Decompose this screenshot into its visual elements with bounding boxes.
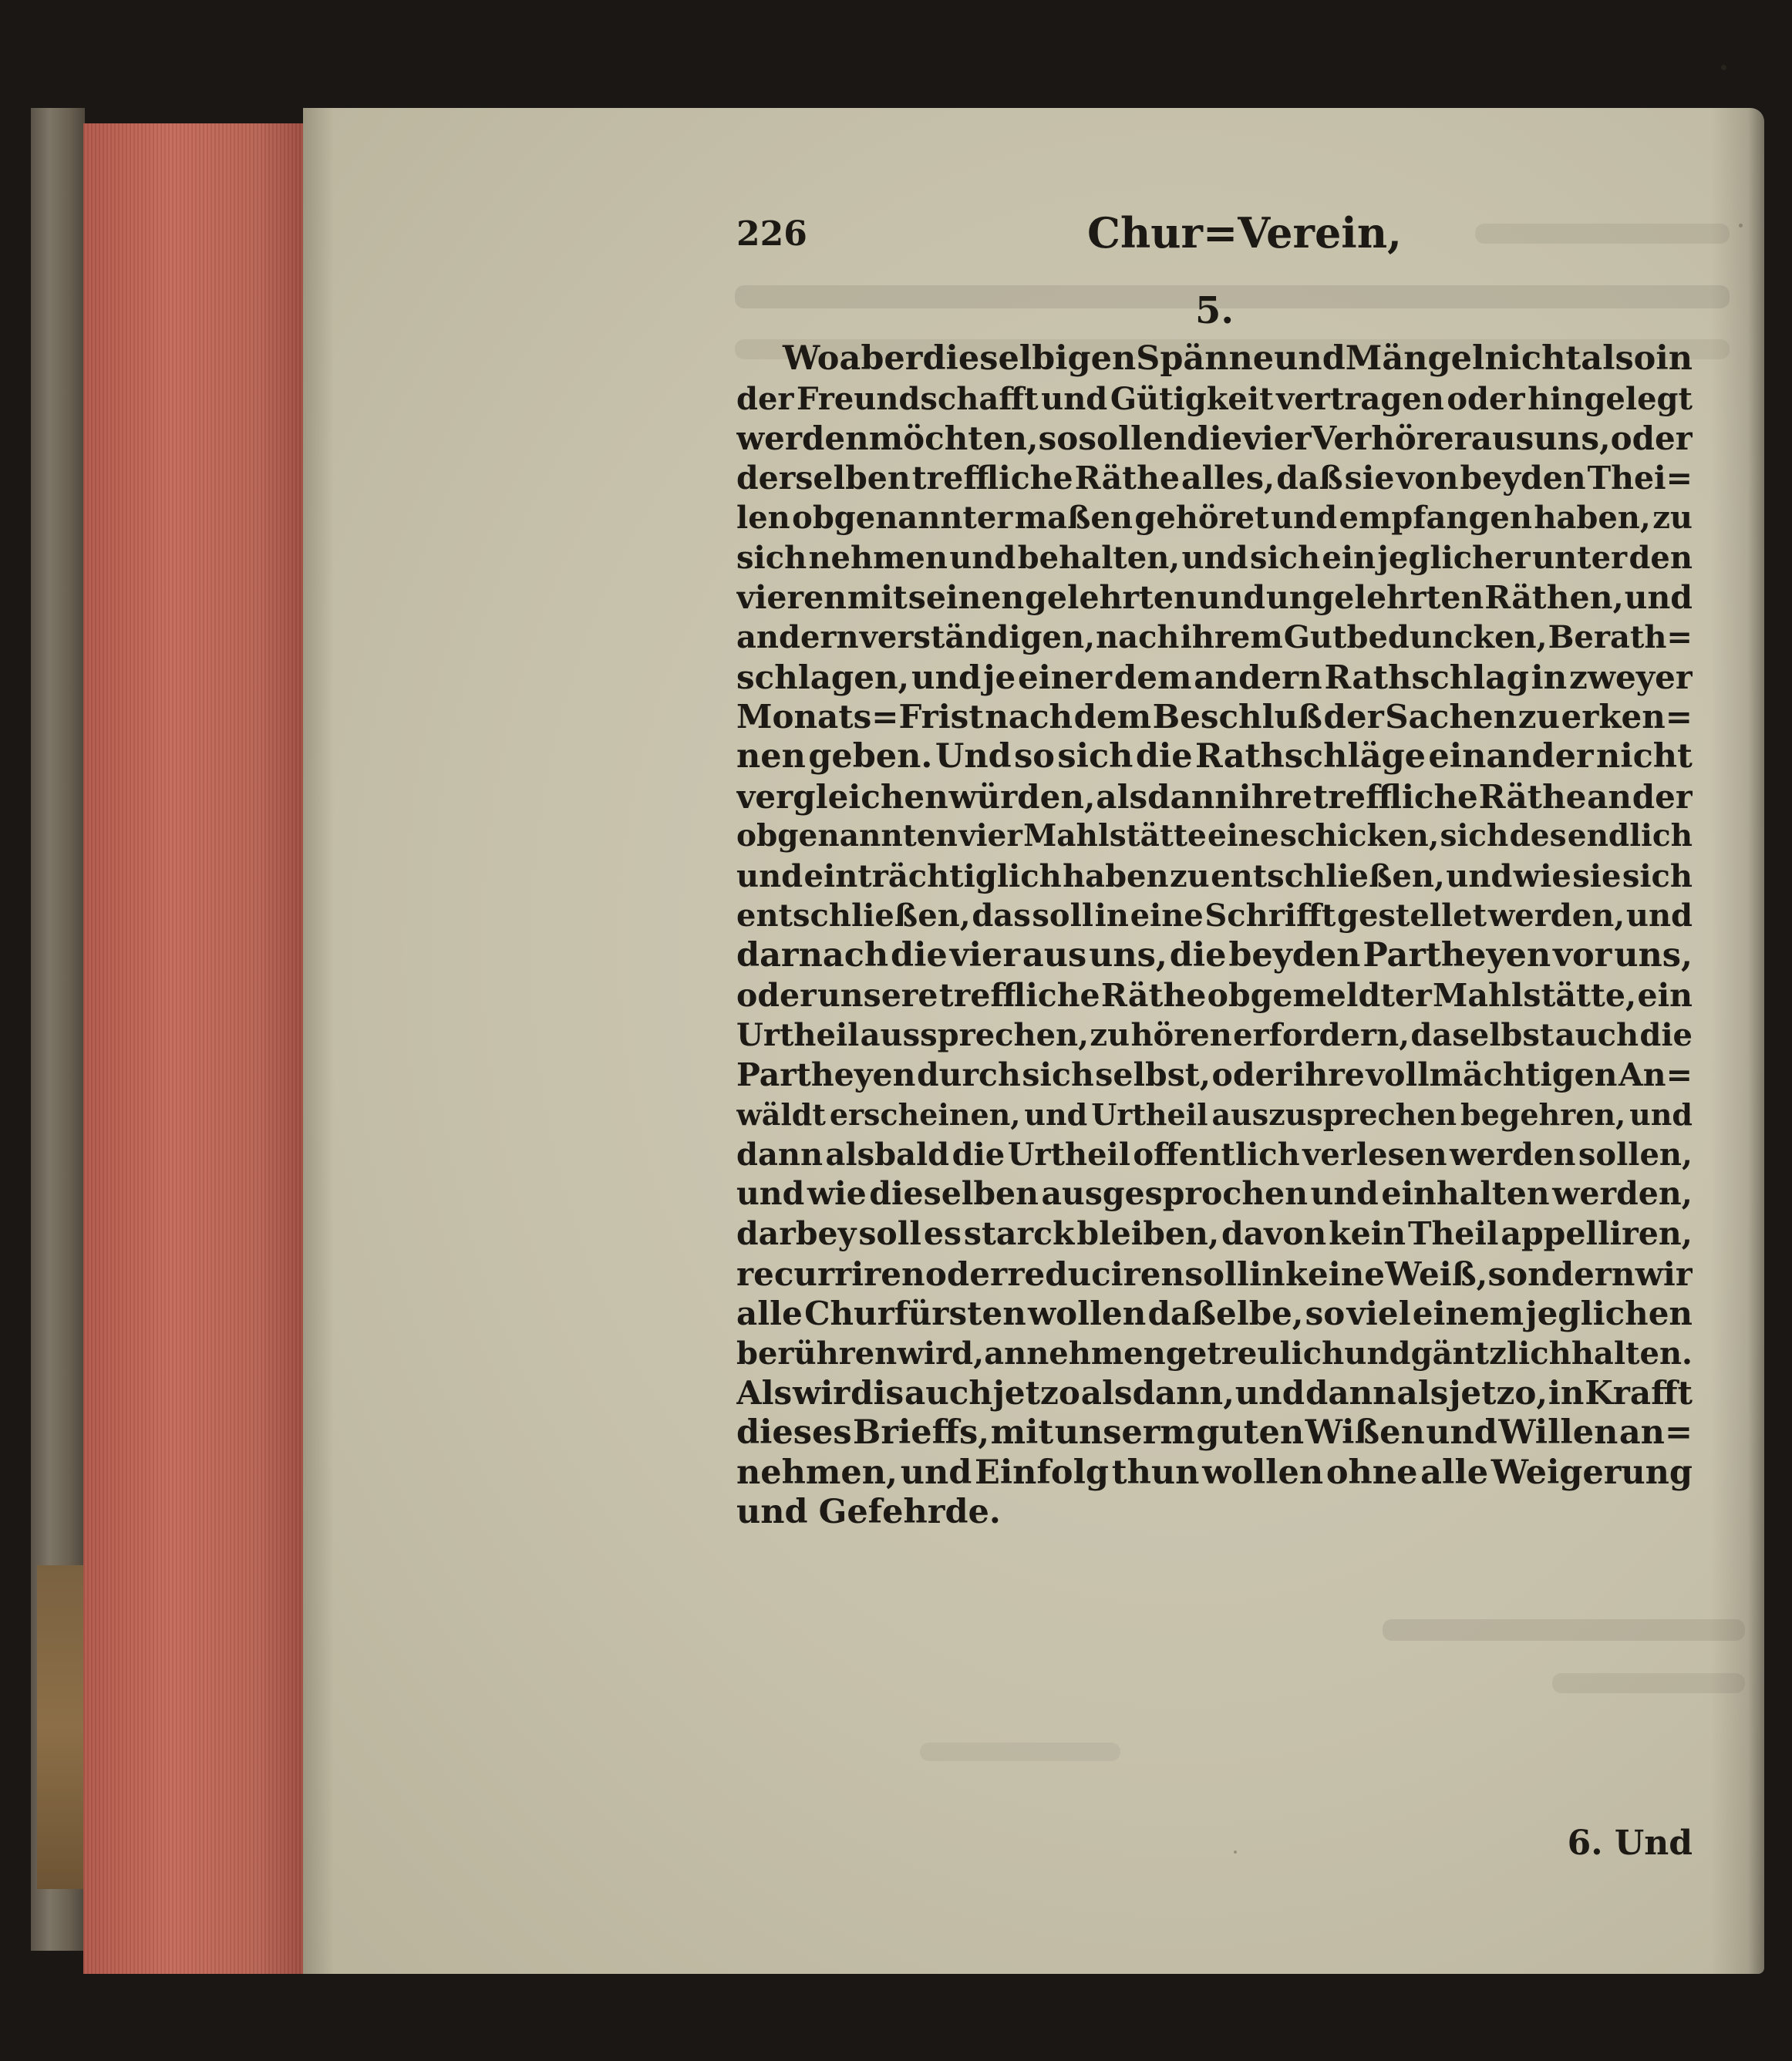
text-line	[736, 976, 1693, 1016]
text-line	[736, 857, 1693, 897]
word: hören	[1130, 1017, 1232, 1054]
word: offentlich	[1133, 1136, 1300, 1173]
word: also	[1581, 339, 1656, 378]
word: und	[1041, 380, 1108, 417]
word: Und	[935, 736, 1012, 776]
word: dem	[1073, 698, 1152, 736]
text-line	[736, 777, 1693, 817]
word: wie	[1513, 857, 1571, 894]
word: alsbald	[825, 1136, 950, 1173]
word: treffliche	[911, 459, 1073, 497]
word: gestellet	[1336, 897, 1487, 935]
word: beyden	[1460, 459, 1586, 497]
word: mit	[990, 1413, 1054, 1453]
word: treffliche	[938, 976, 1100, 1014]
text-line	[736, 896, 1693, 936]
word: Gefehrde.	[818, 1493, 1001, 1532]
word: Räthe	[1478, 777, 1587, 816]
word: sollen,	[1578, 1136, 1693, 1173]
word: keine	[1285, 1254, 1385, 1293]
word: vieren	[736, 578, 847, 616]
word: und	[1274, 339, 1346, 378]
word: vier	[1242, 419, 1312, 458]
word: so	[1014, 736, 1055, 776]
word: uns,	[1089, 935, 1167, 975]
word: und	[1446, 857, 1513, 894]
word: wir	[1635, 1254, 1693, 1293]
word: empfangen	[1339, 500, 1532, 537]
word: Wo	[783, 339, 840, 378]
word: uns,	[1614, 935, 1693, 975]
word: so	[1305, 1295, 1346, 1333]
word: nen	[736, 736, 806, 776]
word: zu	[1169, 857, 1210, 894]
word: und	[736, 857, 803, 894]
speck	[1234, 1851, 1237, 1854]
word: haben	[1063, 857, 1169, 894]
word: vor	[1553, 935, 1612, 975]
word: so	[1038, 419, 1079, 458]
text-line	[736, 1095, 1693, 1135]
word: wird,	[897, 1335, 985, 1372]
word: begehren,	[1460, 1097, 1626, 1133]
word: und	[736, 1175, 805, 1213]
word: alle	[736, 1295, 803, 1333]
word: maßen	[1014, 500, 1133, 537]
word: Churfürsten	[804, 1295, 1026, 1333]
word: geben.	[808, 736, 933, 776]
word: selbst,	[1095, 1056, 1211, 1093]
word: als	[1396, 1374, 1449, 1413]
word: unsere	[817, 976, 938, 1014]
word: zu	[1652, 500, 1693, 537]
word: nicht	[1484, 339, 1581, 378]
word: reduciren	[1007, 1254, 1185, 1293]
text-line	[736, 1413, 1693, 1453]
word: Spänne	[1136, 339, 1275, 378]
word: und	[1629, 1097, 1693, 1133]
text-line	[736, 737, 1693, 777]
word: und	[1426, 1413, 1497, 1453]
word: alsdann,	[1080, 1374, 1235, 1413]
word: sich	[736, 539, 807, 576]
word: der	[736, 380, 794, 417]
word: nehmen	[808, 539, 948, 576]
word: alles,	[1181, 459, 1275, 497]
word: vergleichen	[736, 777, 948, 816]
word: darnach	[736, 935, 889, 975]
word: entschließen,	[1211, 857, 1445, 894]
show-through-mark	[1383, 1619, 1745, 1641]
word: und	[1235, 1374, 1305, 1413]
word: nach	[1096, 619, 1180, 656]
word: jetzo,	[1449, 1374, 1548, 1413]
word: kein	[1329, 1215, 1406, 1253]
word: jeglicher	[1377, 539, 1531, 576]
word: ihre	[1238, 777, 1312, 816]
word: Theil	[1407, 1215, 1499, 1253]
word: in	[1531, 658, 1568, 696]
word: schicken,	[1279, 818, 1440, 854]
word: Partheyen	[736, 1056, 916, 1093]
catchword: 6. Und	[1567, 1824, 1693, 1863]
word: entschließen,	[736, 897, 971, 935]
word: wie	[807, 1175, 867, 1213]
word: wir	[793, 1374, 851, 1413]
word: oder	[1610, 419, 1693, 458]
word: Räthe	[1100, 976, 1207, 1014]
word: ihre	[1292, 1056, 1365, 1093]
word: eine	[1130, 897, 1204, 935]
word: und	[900, 1453, 972, 1492]
word: dis	[851, 1374, 904, 1413]
text-line	[736, 339, 1693, 379]
word: obgenannter	[792, 500, 1013, 537]
word: auch	[1555, 1017, 1639, 1054]
text-line	[736, 1493, 1693, 1533]
word: appelliren,	[1501, 1215, 1693, 1253]
word: ausgesprochen	[1041, 1175, 1309, 1213]
text-line	[736, 459, 1693, 499]
cover-leather-patch	[37, 1565, 83, 1889]
word: das	[972, 897, 1031, 935]
word: Einfolg	[975, 1453, 1109, 1492]
show-through-mark	[920, 1743, 1120, 1761]
word: dann	[1305, 1374, 1396, 1413]
word: nach	[985, 698, 1073, 736]
word: eine	[1207, 818, 1279, 854]
word: getreulich	[1165, 1335, 1345, 1372]
text-line	[736, 658, 1693, 698]
word: gelehrten	[1025, 578, 1197, 616]
word: und	[1270, 500, 1338, 537]
speck	[1721, 65, 1726, 70]
word: daß	[1276, 459, 1343, 497]
word: der	[1632, 777, 1693, 816]
text-line	[736, 419, 1693, 459]
text-line	[736, 578, 1693, 618]
word: soll	[858, 1215, 921, 1253]
word: Mängel	[1345, 339, 1485, 378]
word: sich	[1440, 818, 1509, 854]
word: obgenannten	[736, 818, 958, 854]
word: annehmen	[984, 1335, 1166, 1372]
speck	[1739, 224, 1743, 227]
word: Verhörer	[1311, 419, 1471, 458]
word: gehöret	[1134, 500, 1269, 537]
word: dieselbigen	[922, 339, 1137, 378]
word: die	[1639, 1017, 1693, 1054]
word: Räthen,	[1484, 578, 1624, 616]
word: Rathschlag	[1324, 658, 1529, 696]
word: unserm	[1054, 1413, 1195, 1453]
word: in	[1656, 339, 1693, 378]
word: und	[736, 1493, 808, 1532]
word: sie	[1344, 459, 1395, 497]
text-line	[736, 1214, 1693, 1254]
text-line	[736, 379, 1693, 419]
word: oder	[736, 976, 817, 1014]
word: alle	[1420, 1453, 1489, 1492]
text-line	[736, 538, 1693, 578]
word: nehmen,	[736, 1453, 898, 1492]
word: und	[1181, 539, 1248, 576]
word: aus	[1470, 419, 1534, 458]
text-line	[736, 1174, 1693, 1214]
word: erscheinen,	[829, 1097, 1021, 1133]
word: in	[1094, 897, 1129, 935]
word: sie	[1572, 857, 1622, 894]
word: werden,	[1552, 1175, 1693, 1213]
word: Monats=Frist	[736, 698, 984, 736]
word: und	[1344, 1335, 1411, 1372]
word: des	[1509, 818, 1567, 854]
word: einträchtiglich	[803, 857, 1062, 894]
word: viel	[1346, 1295, 1411, 1333]
word: Willen	[1498, 1413, 1619, 1453]
word: sondern	[1487, 1254, 1635, 1293]
word: und	[1624, 578, 1693, 616]
word: Urtheil	[1007, 1136, 1130, 1173]
page-number: 226	[736, 214, 807, 254]
word: durch	[916, 1056, 1021, 1093]
word: ein	[1322, 539, 1376, 576]
word: und	[1625, 897, 1693, 935]
word: Räthe	[1074, 459, 1180, 497]
word: thun	[1111, 1453, 1200, 1492]
word: erfordern,	[1233, 1017, 1410, 1054]
word: Schrifft	[1204, 897, 1336, 935]
text-line	[736, 1056, 1693, 1096]
word: ihrem	[1180, 619, 1283, 656]
word: alsdann	[1096, 777, 1238, 816]
word: sich	[1057, 736, 1133, 776]
word: aussprechen,	[860, 1017, 1090, 1054]
word: aber	[839, 339, 923, 378]
word: den	[1629, 539, 1693, 576]
speck	[1450, 948, 1453, 952]
word: unter	[1531, 539, 1628, 576]
word: bleiben,	[1076, 1215, 1220, 1253]
word: Thei=	[1587, 459, 1693, 497]
word: die	[1135, 736, 1193, 776]
word: und	[1197, 578, 1266, 616]
word: jetzo	[992, 1374, 1080, 1413]
word: es	[923, 1215, 962, 1253]
word: die	[1187, 419, 1243, 458]
word: Weiß,	[1385, 1254, 1488, 1293]
word: würden,	[948, 777, 1096, 816]
word: beyden	[1228, 935, 1361, 975]
word: werden	[736, 419, 869, 458]
word: einhalten	[1381, 1175, 1550, 1213]
word: recurriren	[736, 1254, 925, 1293]
word: mit	[847, 578, 908, 616]
word: jeglichen	[1525, 1295, 1693, 1333]
page-curl-shadow	[1710, 108, 1764, 1974]
word: einem	[1412, 1295, 1524, 1333]
word: sich	[1249, 539, 1321, 576]
word: in	[1249, 1254, 1285, 1293]
word: und	[949, 539, 1016, 576]
text-line	[736, 498, 1693, 538]
word: wollen	[1027, 1295, 1147, 1333]
word: sich	[1022, 1056, 1094, 1093]
word: werden,	[1487, 897, 1625, 935]
word: Krafft	[1585, 1374, 1693, 1413]
word: dem	[1113, 658, 1192, 696]
word: zu	[1517, 698, 1561, 736]
word: von	[1396, 459, 1459, 497]
word: andern	[736, 619, 859, 656]
word: guten	[1196, 1413, 1305, 1453]
word: vier	[958, 818, 1022, 854]
running-head: Chur=Verein,	[1087, 208, 1402, 258]
word: starck	[963, 1215, 1075, 1253]
text-line	[736, 936, 1693, 976]
word: Gütigkeit	[1110, 380, 1274, 417]
text-line	[736, 1453, 1693, 1494]
word: vier	[949, 935, 1021, 975]
word: vollmächtigen	[1366, 1056, 1618, 1093]
word: An=	[1618, 1056, 1693, 1093]
word: möchten,	[868, 419, 1039, 458]
word: einander	[1428, 736, 1594, 776]
word: Freundschafft	[797, 380, 1039, 417]
text-line	[736, 817, 1693, 857]
text-line	[736, 618, 1693, 658]
word: die	[891, 935, 948, 975]
word: Mahlstätte,	[1433, 976, 1637, 1014]
word: dieses	[736, 1413, 852, 1453]
word: uns,	[1534, 419, 1611, 458]
word: len	[736, 500, 790, 537]
word: Sachen	[1385, 698, 1517, 736]
text-line	[736, 1135, 1693, 1175]
word: sich	[1622, 857, 1693, 894]
word: einer	[1017, 658, 1113, 696]
word: hingelegt	[1528, 380, 1693, 417]
word: dann	[736, 1136, 824, 1173]
word: daselbst	[1410, 1017, 1555, 1054]
word: vertragen	[1276, 380, 1444, 417]
word: Als	[736, 1374, 793, 1413]
word: Weigerung	[1491, 1453, 1693, 1492]
word: derselben	[736, 459, 911, 497]
text-line	[736, 1373, 1693, 1413]
page-header	[736, 208, 1693, 262]
word: endlich	[1567, 818, 1693, 854]
word: darbey	[736, 1215, 857, 1253]
word: zweyer	[1568, 658, 1693, 696]
word: soll	[1184, 1254, 1249, 1293]
word: wäldt	[736, 1097, 826, 1133]
word: in	[1548, 1374, 1585, 1413]
word: andern	[1194, 658, 1322, 696]
word: und	[1310, 1175, 1379, 1213]
word: Berath=	[1548, 619, 1693, 656]
word: ungelehrten	[1266, 578, 1484, 616]
word: ein	[1637, 976, 1693, 1014]
word: die	[1169, 935, 1227, 975]
word: der	[1323, 698, 1384, 736]
word: Urtheil	[1091, 1097, 1208, 1133]
word: die	[952, 1136, 1005, 1173]
word: daßelbe,	[1147, 1295, 1304, 1333]
word: Partheyen	[1363, 935, 1551, 975]
word: ohne	[1325, 1453, 1418, 1492]
word: dieselben	[869, 1175, 1039, 1213]
word: Mahlstätte	[1023, 818, 1207, 854]
word: oder	[925, 1254, 1008, 1293]
word: Rathschläge	[1195, 736, 1426, 776]
word: Brieffs,	[852, 1413, 990, 1453]
word: je	[983, 658, 1016, 696]
word: Gutbeduncken,	[1283, 619, 1548, 656]
text-line	[736, 1334, 1693, 1374]
word: aus	[1022, 935, 1087, 975]
word: auch	[904, 1374, 992, 1413]
word: seinen	[908, 578, 1025, 616]
word: treffliche	[1312, 777, 1478, 816]
word: auszusprechen	[1211, 1097, 1457, 1133]
section-number: 5.	[1194, 289, 1235, 332]
text-line	[736, 697, 1693, 737]
word: Wißen	[1305, 1413, 1425, 1453]
text-line	[736, 1015, 1693, 1056]
word: davon	[1221, 1215, 1327, 1253]
word: oder	[1211, 1056, 1292, 1093]
word: erken=	[1561, 698, 1693, 736]
body-text	[736, 339, 1693, 1533]
word: berühren	[736, 1335, 898, 1372]
gutter-shadow	[303, 108, 334, 1974]
page-edges-stack	[83, 123, 303, 1974]
word: werden	[1450, 1136, 1576, 1173]
word: nicht	[1596, 736, 1693, 776]
word: gäntzlich	[1410, 1335, 1571, 1372]
word: verlesen	[1302, 1136, 1447, 1173]
word: und	[1024, 1097, 1088, 1133]
word: an=	[1619, 1413, 1693, 1453]
text-line	[736, 1294, 1693, 1334]
word: schlagen,	[736, 658, 910, 696]
word: Urtheil	[736, 1017, 860, 1054]
word: und	[911, 658, 982, 696]
word: wollen	[1202, 1453, 1324, 1492]
word: verständigen,	[859, 619, 1095, 656]
word: zu	[1090, 1017, 1130, 1054]
word: oder	[1447, 380, 1525, 417]
word: halten.	[1571, 1335, 1693, 1372]
word: Beschluß	[1152, 698, 1322, 736]
word: obgemeldter	[1207, 976, 1432, 1014]
word: soll	[1032, 897, 1093, 935]
word: an	[1587, 777, 1632, 816]
word: sollen	[1078, 419, 1187, 458]
word: haben,	[1534, 500, 1651, 537]
word: behalten,	[1017, 539, 1181, 576]
text-line	[736, 1254, 1693, 1295]
